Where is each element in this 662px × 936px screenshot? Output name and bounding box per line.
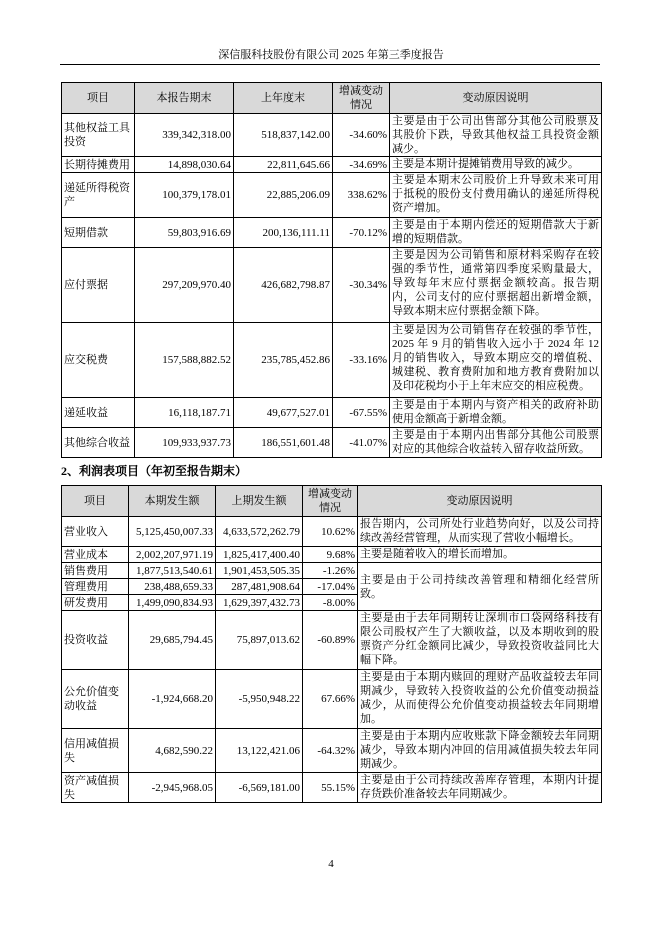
- table-row: [62, 729, 602, 773]
- change-percent: 55.15%: [303, 773, 358, 803]
- row-item-name: 长期待摊费用: [62, 157, 135, 173]
- current-value: 1,877,513,540.61: [129, 563, 216, 579]
- column-header-change-percent: 增减变动情况: [303, 486, 358, 517]
- table-row: [62, 611, 602, 670]
- row-item-name: 管理费用: [62, 579, 129, 595]
- current-value: 238,488,659.33: [129, 579, 216, 595]
- current-value: 16,118,187.71: [135, 398, 234, 428]
- change-percent: 10.62%: [303, 517, 358, 547]
- row-item-name: 营业收入: [62, 517, 129, 547]
- header-divider: [60, 64, 600, 65]
- prior-value: 22,885,206.09: [234, 173, 333, 218]
- prior-value: 1,825,417,400.40: [216, 547, 303, 563]
- current-value: 339,342,318.00: [135, 114, 234, 157]
- prior-value: 22,811,645.66: [234, 157, 333, 173]
- table-row: [62, 517, 602, 547]
- table-row: [62, 114, 602, 157]
- current-value: 109,933,937.73: [135, 428, 234, 458]
- change-reason: 主要是由于本期内出售部分其他公司股票对应的其他综合收益转入留存收益所致。: [390, 428, 602, 458]
- prior-value: 235,785,452.86: [234, 323, 333, 398]
- prior-value: 186,551,601.48: [234, 428, 333, 458]
- row-item-name: 其他权益工具投资: [62, 114, 135, 157]
- change-percent: -67.55%: [333, 398, 390, 428]
- table-row: [62, 157, 602, 173]
- current-value: 1,499,090,834.93: [129, 595, 216, 611]
- row-item-name: 销售费用: [62, 563, 129, 579]
- page-number: 4: [328, 858, 334, 870]
- row-item-name: 应付票据: [62, 248, 135, 323]
- row-item-name: 应交税费: [62, 323, 135, 398]
- change-percent: -60.89%: [303, 611, 358, 670]
- prior-value: 518,837,142.00: [234, 114, 333, 157]
- change-reason: 主要是由于本期内偿还的短期借款大于新增的短期借款。: [390, 218, 602, 248]
- current-value: 297,209,970.40: [135, 248, 234, 323]
- change-percent: -70.12%: [333, 218, 390, 248]
- current-value: 59,803,916.69: [135, 218, 234, 248]
- row-item-name: 投资收益: [62, 611, 129, 670]
- change-percent: -17.04%: [303, 579, 358, 595]
- column-header-change-reason: 变动原因说明: [390, 83, 602, 114]
- change-reason: 主要是本期计提摊销费用导致的减少。: [390, 157, 602, 173]
- column-header-prior-period: 上期发生额: [216, 486, 303, 517]
- current-value: 29,685,794.45: [129, 611, 216, 670]
- column-header-item: 项目: [62, 83, 135, 114]
- prior-value: 200,136,111.11: [234, 218, 333, 248]
- change-percent: -8.00%: [303, 595, 358, 611]
- table-row: [62, 323, 602, 398]
- change-percent: -64.32%: [303, 729, 358, 773]
- table-row: [62, 218, 602, 248]
- row-item-name: 递延收益: [62, 398, 135, 428]
- change-reason: 主要是由于本期内与资产相关的政府补助使用金额高于新增金额。: [390, 398, 602, 428]
- table-row: [62, 547, 602, 563]
- current-value: -1,924,668.20: [129, 670, 216, 729]
- change-reason: 主要是因为公司销售和原材料采购存在较强的季节性，通常第四季度采购量最大，导致每年末应付票据金额较高。报告期内，公司支付的应付票据超出新增金额，导致本期末应付票据金额下降。: [390, 248, 602, 323]
- table-row: [62, 173, 602, 218]
- change-reason: 主要是由于公司持续改善管理和精细化经营所致。: [358, 563, 602, 611]
- change-reason: 报告期内，公司所处行业趋势向好，以及公司持续改善经营管理，从而实现了营收小幅增长。: [358, 517, 602, 547]
- change-reason: 主要是随着收入的增长而增加。: [358, 547, 602, 563]
- column-header-current-period: 本期发生额: [129, 486, 216, 517]
- prior-value: 49,677,527.01: [234, 398, 333, 428]
- row-item-name: 营业成本: [62, 547, 129, 563]
- change-reason: 主要是本期末公司股价上升导致未来可用于抵税的股份支付费用确认的递延所得税资产增加。: [390, 173, 602, 218]
- change-percent: -30.34%: [333, 248, 390, 323]
- prior-value: -5,950,948.22: [216, 670, 303, 729]
- change-percent: -41.07%: [333, 428, 390, 458]
- prior-value: 287,481,908.64: [216, 579, 303, 595]
- section-heading-income-statement: 2、利润表项目（年初至报告期末）: [61, 464, 248, 478]
- change-percent: -1.26%: [303, 563, 358, 579]
- current-value: 14,898,030.64: [135, 157, 234, 173]
- column-header-change-reason: 变动原因说明: [358, 486, 602, 517]
- prior-value: 13,122,421.06: [216, 729, 303, 773]
- column-header-item: 项目: [62, 486, 129, 517]
- table-row: [62, 773, 602, 803]
- current-value: -2,945,968.05: [129, 773, 216, 803]
- change-reason: 主要是由于本期内赎回的理财产品收益较去年同期减少，导致转入投资收益的公允价值变动损益减少，从而使得公允价值变动损益较去年同期增加。: [358, 670, 602, 729]
- page-header-title: 深信服科技股份有限公司 2025 年第三季度报告: [218, 49, 444, 61]
- row-item-name: 研发费用: [62, 595, 129, 611]
- row-item-name: 公允价值变动收益: [62, 670, 129, 729]
- change-percent: -34.69%: [333, 157, 390, 173]
- prior-value: 75,897,013.62: [216, 611, 303, 670]
- table-row: [62, 563, 602, 579]
- prior-value: 1,629,397,432.73: [216, 595, 303, 611]
- current-value: 5,125,450,007.33: [129, 517, 216, 547]
- row-item-name: 资产减值损失: [62, 773, 129, 803]
- row-item-name: 信用减值损失: [62, 729, 129, 773]
- prior-value: 4,633,572,262.79: [216, 517, 303, 547]
- change-percent: -33.16%: [333, 323, 390, 398]
- prior-value: -6,569,181.00: [216, 773, 303, 803]
- column-header-current-period-end: 本报告期末: [135, 83, 234, 114]
- table-row: [62, 428, 602, 458]
- change-reason: 主要是由于公司持续改善库存管理，本期内计提存货跌价准备较去年同期减少。: [358, 773, 602, 803]
- table-row: [62, 670, 602, 729]
- column-header-change-percent: 增减变动情况: [333, 83, 390, 114]
- balance-sheet-changes-table: [61, 82, 602, 458]
- row-item-name: 其他综合收益: [62, 428, 135, 458]
- current-value: 4,682,590.22: [129, 729, 216, 773]
- change-reason: 主要是由于本期内应收账款下降金额较去年同期减少，导致本期内冲回的信用减值损失较去年同期减少。: [358, 729, 602, 773]
- change-percent: 9.68%: [303, 547, 358, 563]
- current-value: 2,002,207,971.19: [129, 547, 216, 563]
- table-row: [62, 248, 602, 323]
- prior-value: 1,901,453,505.35: [216, 563, 303, 579]
- table-row: [62, 398, 602, 428]
- row-item-name: 短期借款: [62, 218, 135, 248]
- row-item-name: 递延所得税资产: [62, 173, 135, 218]
- change-percent: 338.62%: [333, 173, 390, 218]
- change-reason: 主要是由于公司出售部分其他公司股票及其股价下跌，导致其他权益工具投资金额减少。: [390, 114, 602, 157]
- income-statement-changes-table: [61, 485, 602, 803]
- change-percent: 67.66%: [303, 670, 358, 729]
- current-value: 100,379,178.01: [135, 173, 234, 218]
- change-reason: 主要是由于去年同期转让深圳市口袋网络科技有限公司股权产生了大额收益，以及本期收到的股票资产分红金额同比减少，导致投资收益同比大幅下降。: [358, 611, 602, 670]
- change-percent: -34.60%: [333, 114, 390, 157]
- prior-value: 426,682,798.87: [234, 248, 333, 323]
- column-header-prior-year-end: 上年度末: [234, 83, 333, 114]
- current-value: 157,588,882.52: [135, 323, 234, 398]
- change-reason: 主要是因为公司销售存在较强的季节性，2025 年 9 月的销售收入远小于 2024 年 12 月的销售收入，导致本期应交的增值税、城建税、教育费附加和地方教育费附加以及印花税均小于上年末应交的相应税费。: [390, 323, 602, 398]
